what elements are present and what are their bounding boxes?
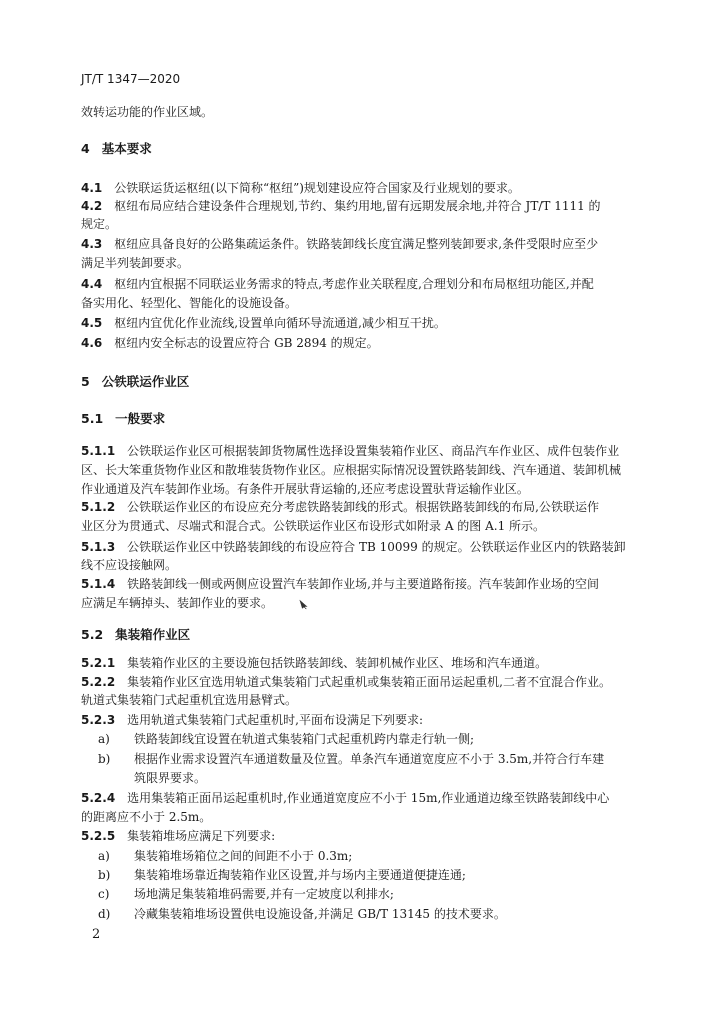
clause-number: 5.2.2 [81,675,116,689]
clause-text: 枢纽应具备良好的公路集疏运条件。铁路装卸线长度宜满足整列装卸要求,条件受限时应至少 [114,237,599,251]
clause-4-3 [81,236,598,252]
clause-number: 5.1.2 [81,500,116,514]
clause-number: 5.2.1 [81,656,116,670]
continued-text: 效转运功能的作业区域。 [81,105,214,119]
clause-number: 5.1.3 [81,540,116,554]
clause-number: 5.2.5 [81,829,116,843]
section-number: 5.1 [81,411,104,426]
clause-5-2-5 [81,828,275,844]
clause-5-2-2-cont: 轨道式集装箱门式起重机宜选用悬臂式。 [81,693,298,707]
clause-text: 集装箱堆场应满足下列要求: [127,829,276,843]
list-item-text-cont: 筑限界要求。 [134,771,207,785]
clause-5-1-4 [81,576,599,592]
clause-number: 4.3 [81,237,103,251]
list-label: d) [98,907,111,921]
list-item-text: 场地满足集装箱堆码需要,并有一定坡度以利排水; [134,887,394,901]
list-item-text: 集装箱堆场靠近掏装箱作业区设置,并与场内主要通道便捷连通; [134,868,466,882]
clause-number: 5.1.4 [81,577,116,591]
clause-text: 公铁联运货运枢纽(以下简称“枢纽”)规划建设应符合国家及行业规划的要求。 [114,181,520,195]
list-label: c) [98,887,110,901]
section-number: 4 [81,141,90,156]
clause-5-1-3-cont: 线不应设接触网。 [81,558,178,572]
clause-4-6 [81,335,379,351]
section-5-heading [81,374,189,390]
section-title: 基本要求 [101,141,152,156]
clause-5-1-2-cont: 业区分为贯通式、尽端式和混合式。公铁联运作业区布设形式如附录 A 的图 A.1 所示。 [81,519,546,533]
list-item-text: 根据作业需求设置汽车通道数量及位置。单条汽车通道宽度应不小于 3.5m,并符合行车建 [134,752,605,766]
clause-text: 枢纽内宜优化作业流线,设置单向循环导流通道,减少相互干扰。 [114,316,446,330]
clause-4-4-cont: 备实用化、轻型化、智能化的设施设备。 [81,296,298,310]
list-label: b) [98,752,111,766]
section-number: 5.2 [81,627,104,642]
clause-text: 公铁联运作业区的布设应充分考虑铁路装卸线的形式。根据铁路装卸线的布局,公铁联运作 [127,500,599,514]
list-item-text: 冷藏集装箱堆场设置供电设施设备,并满足 GB/T 13145 的技术要求。 [134,907,506,921]
clause-text: 公铁联运作业区可根据装卸货物属性选择设置集装箱作业区、商品汽车作业区、成件包装作业 [127,444,620,458]
list-label: a) [98,732,110,746]
clause-5-2-3 [81,712,423,728]
clause-text: 枢纽内宜根据不同联运业务需求的特点,考虑作业关联程度,合理划分和布局枢纽功能区,并配 [114,277,594,291]
clause-4-2-cont: 规定。 [81,217,118,231]
section-5-2-heading [81,627,190,643]
clause-number: 4.1 [81,181,103,195]
clause-text: 铁路装卸线一侧或两侧应设置汽车装卸作业场,并与主要道路衔接。汽车装卸作业场的空间 [127,577,599,591]
clause-number: 5.1.1 [81,444,116,458]
clause-5-2-1 [81,655,547,671]
clause-5-1-2 [81,499,599,515]
section-4-heading [81,141,152,157]
section-number: 5 [81,374,90,389]
clause-text: 集装箱作业区宜选用轨道式集装箱门式起重机或集装箱正面吊运起重机,二者不宜混合作业。 [127,675,611,689]
clause-number: 4.4 [81,277,103,291]
clause-text: 集装箱作业区的主要设施包括铁路装卸线、装卸机械作业区、堆场和汽车通道。 [127,656,548,670]
section-5-1-heading [81,411,165,427]
clause-5-1-3 [81,539,626,555]
clause-text: 选用集装箱正面吊运起重机时,作业通道宽度应不小于 15m,作业通道边缘至铁路装卸线中心 [127,791,610,805]
clause-4-2 [81,198,601,214]
standard-code: JT/T 1347—2020 [81,72,181,86]
clause-5-1-4-cont: 应满足车辆掉头、装卸作业的要求。 [81,596,274,610]
list-label: b) [98,868,111,882]
clause-number: 5.2.4 [81,791,116,805]
clause-4-3-cont: 满足半列装卸要求。 [81,256,190,270]
section-title: 集装箱作业区 [115,627,191,642]
page-number: 2 [92,927,101,942]
clause-5-1-1-cont: 作业通道及汽车装卸作业场。有条件开展驮背运输的,还应考虑设置驮背运输作业区。 [81,482,529,496]
clause-5-2-4 [81,790,609,806]
list-item-text: 集装箱堆场箱位之间的间距不小于 0.3m; [134,849,353,863]
clause-number: 4.6 [81,336,103,350]
clause-4-5 [81,315,446,331]
clause-number: 4.5 [81,316,103,330]
clause-text: 枢纽内安全标志的设置应符合 GB 2894 的规定。 [114,336,379,350]
mouse-cursor-icon [298,598,310,610]
clause-text: 公铁联运作业区中铁路装卸线的布设应符合 TB 10099 的规定。公铁联运作业区内的铁路装卸 [127,540,626,554]
clause-5-2-2 [81,674,611,690]
section-title: 公铁联运作业区 [101,374,190,389]
list-label: a) [98,849,110,863]
clause-5-1-1-cont: 区、长大笨重货物作业区和散堆装货物作业区。应根据实际情况设置铁路装卸线、汽车通道、装卸机械 [81,463,622,477]
clause-5-2-4-cont: 的距离应不小于 2.5m。 [81,810,212,824]
clause-4-4 [81,276,594,292]
section-title: 一般要求 [115,411,166,426]
clause-5-1-1 [81,443,619,459]
clause-text: 枢纽布局应结合建设条件合理规划,节约、集约用地,留有远期发展余地,并符合 JT/T 1111 的 [114,199,601,213]
list-item-text: 铁路装卸线宜设置在轨道式集装箱门式起重机跨内靠走行轨一侧; [134,732,475,746]
clause-number: 4.2 [81,199,103,213]
clause-4-1 [81,180,520,196]
clause-text: 选用轨道式集装箱门式起重机时,平面布设满足下列要求: [127,713,424,727]
clause-number: 5.2.3 [81,713,116,727]
